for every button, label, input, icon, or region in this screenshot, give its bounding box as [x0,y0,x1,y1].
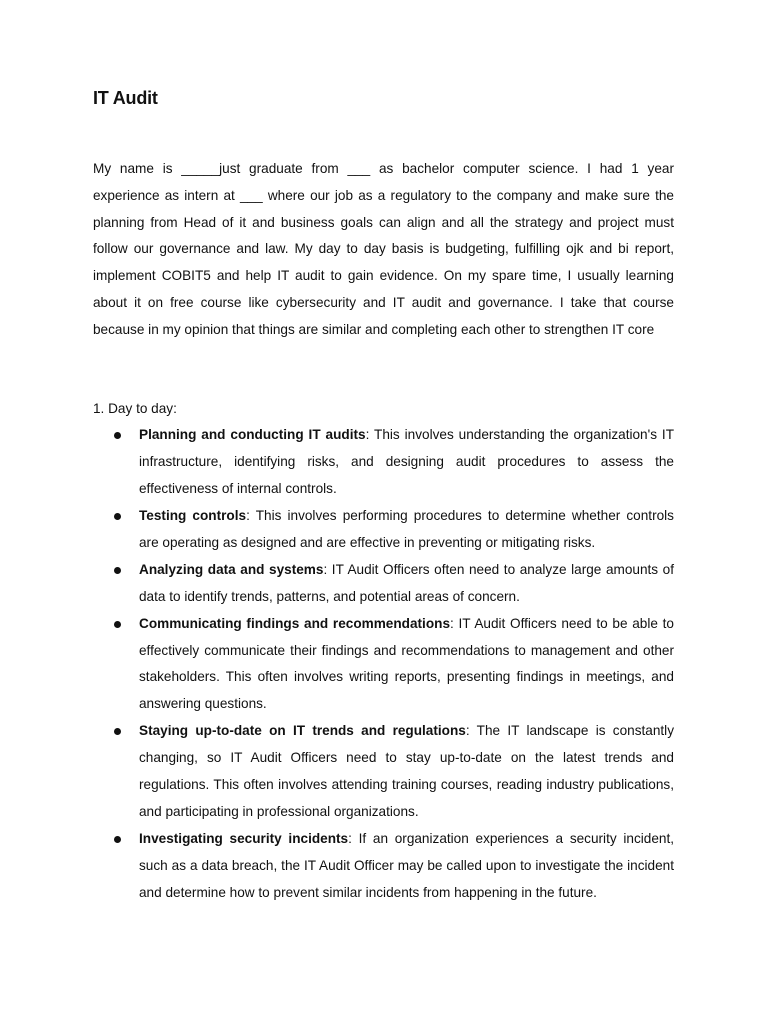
list-item [93,718,674,825]
item-term: Analyzing data and systems [139,561,324,577]
duties-list [93,422,674,907]
bullet-icon [114,567,121,574]
item-text: : IT Audit Officers often need to analyze large amounts of data to identify trends, patterns, and potential areas of concern. [139,561,674,604]
intro-paragraph: My name is _____just graduate from ___ as bachelor computer science. I had 1 year experience as intern at ___ where our job as a regulatory to the company and make sure the planning from Head of it and business goals can align and all the strategy and project must follow our governance and law. My day to day basis is budgeting, fulfilling ojk and bi report, implement COBIT5 and help IT audit to gain evidence. On my spare time, I usually learning about it on free course like cybersecurity and IT audit and governance. I take that course because in my opinion that things are similar and completing each other to strengthen IT core [93,161,674,337]
list-item [93,826,674,906]
section-heading: 1. Day to day: [93,401,177,416]
item-term: Staying up-to-date on IT trends and regulations [139,723,466,739]
item-text: : If an organization experiences a security incident, such as a data breach, the IT Audit Officer may be called upon to investigate the incident and determine how to prevent similar incidents from happening in the future. [139,830,675,900]
page-title: IT Audit [93,88,158,108]
item-term: Investigating security incidents [139,830,349,846]
item-text: : The IT landscape is constantly changing, so IT Audit Officers need to stay up-to-date on the latest trends and regulations. This often involves attending training courses, reading industry publications, and participating in professional organizations. [139,723,674,819]
bullet-icon [114,728,121,735]
list-item [93,422,674,502]
bullet-icon [114,432,121,439]
item-term: Communicating findings and recommendations [139,615,451,631]
bullet-icon [114,513,121,520]
list-item [93,557,674,611]
bullet-icon [114,621,121,628]
item-term: Planning and conducting IT audits [139,427,366,442]
bullet-icon [114,836,121,843]
list-item [93,503,674,557]
item-text: : This involves understanding the organization's IT infrastructure, identifying risks, and designing audit procedures to assess the effectiveness of internal controls. [139,427,675,496]
list-item [93,611,674,718]
item-text: : This involves performing procedures to determine whether controls are operating as designed and are effective in preventing or mitigating risks. [139,507,674,550]
item-term: Testing controls [139,507,247,523]
item-text: : IT Audit Officers need to be able to effectively communicate their findings and recommendations to management and other stakeholders. This often involves writing reports, presenting findings in meetings, and answering questions. [139,615,674,712]
